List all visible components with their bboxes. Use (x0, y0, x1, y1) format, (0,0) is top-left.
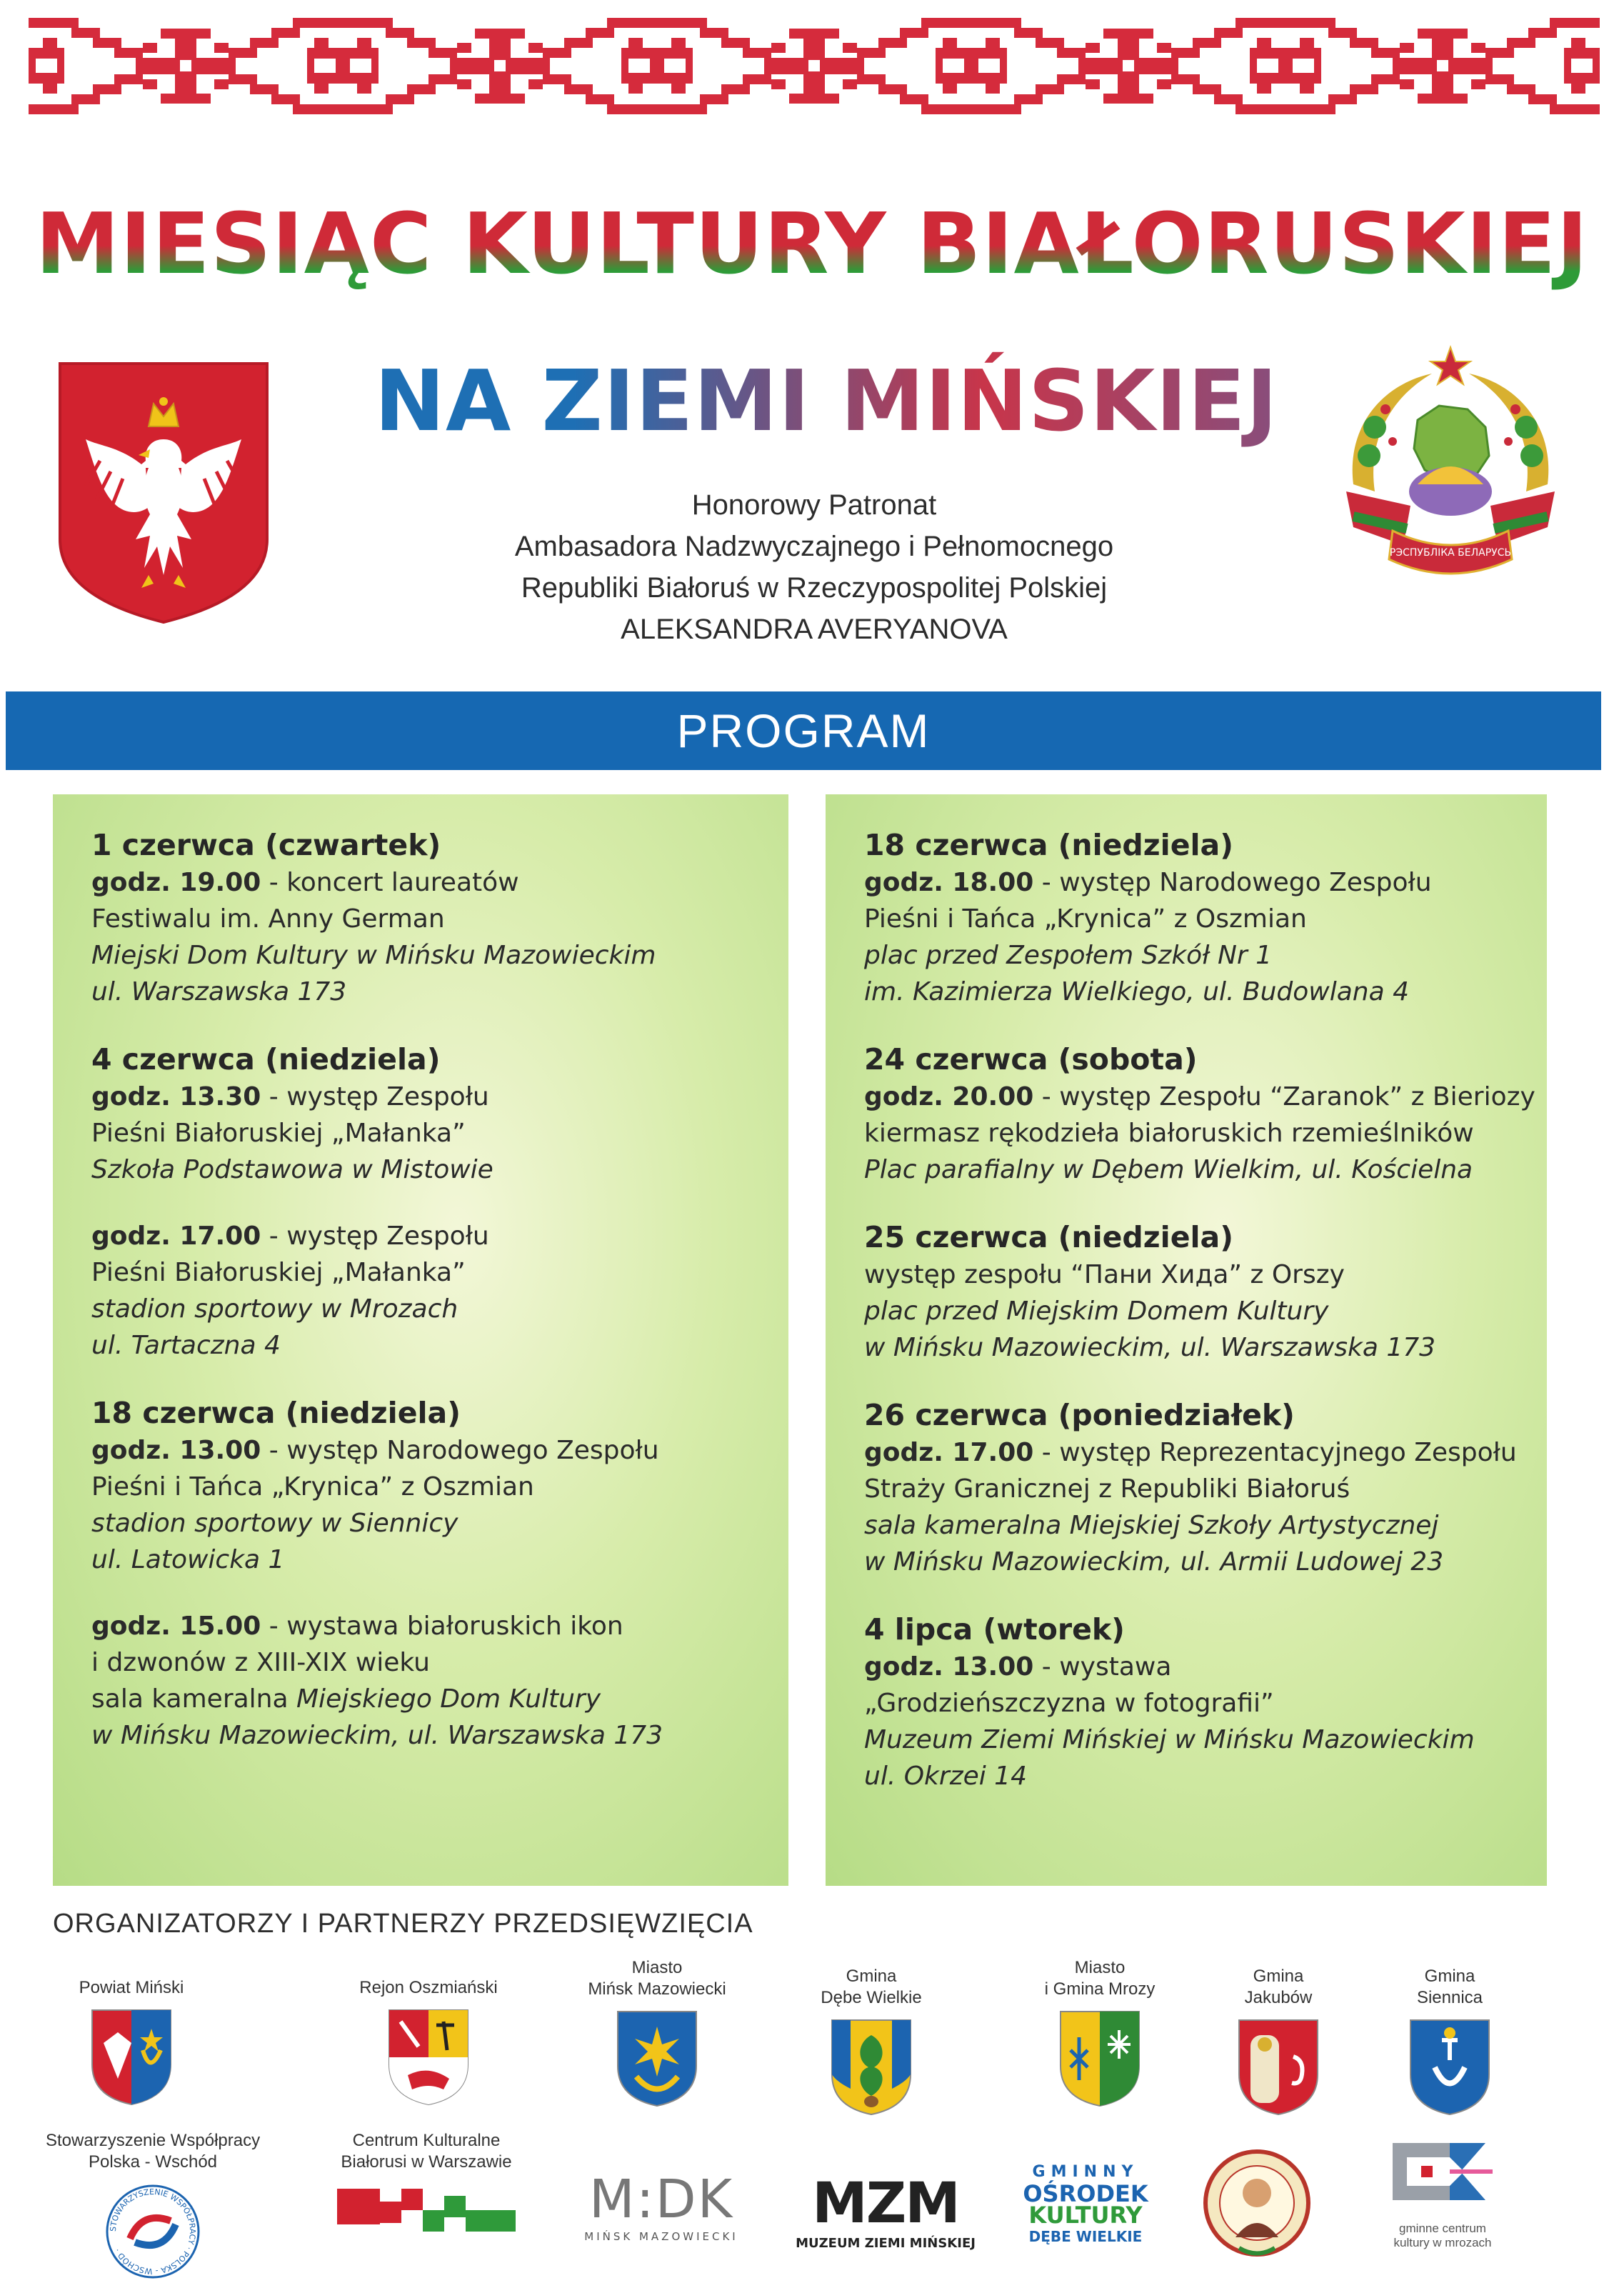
event-text: występ zespołu “Пани Хида” z Orszy (864, 1260, 1345, 1289)
gck-mrozy-logo (1371, 2136, 1514, 2250)
partner-label-line1: Gmina (1253, 1967, 1304, 1986)
event-text: Pieśni i Tańca „Krynica” z Oszmian (91, 1472, 534, 1502)
polish-eagle-emblem (57, 361, 270, 625)
event-venue-line: Szkoła Podstawowa w Mistowie (91, 1155, 493, 1184)
jakubow-coat-of-arms-icon (1236, 2017, 1320, 2117)
partner-label-line2: Polska - Wschód (88, 2152, 218, 2172)
partner-label-line2: Siennica (1416, 1988, 1483, 2007)
event-description-line (91, 864, 774, 901)
partner-label-line1: Centrum Kulturalne (352, 2131, 501, 2150)
belarus-emblem-ribbon-text: РЭСПУБЛІКА БЕЛАРУСЬ (1389, 547, 1512, 559)
belarus-state-emblem (1325, 341, 1576, 593)
event-list-right (864, 826, 1533, 1824)
event-text: „Grodzieńszczyzna w fotografii” (864, 1689, 1274, 1718)
event-description-line (91, 1115, 774, 1152)
gok-debe-wielkie-logo (1014, 2162, 1157, 2247)
event-venue-line: Plac parafialny w Dębem Wielkim, ul. Kościelna (864, 1155, 1473, 1184)
event-description-line (864, 1471, 1533, 1507)
partner-label-line1: Miasto (631, 1958, 683, 1977)
event-description-line (91, 1432, 774, 1469)
event-venue-line: ul. Tartaczna 4 (91, 1331, 281, 1360)
event-venue-line: stadion sportowy w Mrozach (91, 1294, 458, 1324)
event-time: godz. 20.00 (864, 1082, 1034, 1111)
event-description-line (91, 1681, 774, 1717)
event-text: Pieśni Białoruskiej „Małanka” (91, 1119, 466, 1148)
event-description-line (91, 1254, 774, 1291)
event-description-line (864, 901, 1533, 937)
event-time: godz. 18.00 (864, 868, 1034, 897)
program-event (91, 1394, 774, 1578)
title-line-1: MIESIĄC KULTURY BIAŁORUSKIEJ (0, 194, 1624, 293)
event-description-line (91, 1644, 774, 1681)
partner-jakubow (1207, 1966, 1350, 2117)
event-date: 25 czerwca (niedziela) (864, 1220, 1233, 1254)
event-description-line (91, 1608, 774, 1644)
partner-label-line2: Jakubów (1244, 1988, 1313, 2007)
event-description-line (864, 864, 1533, 901)
mdk-logo-subtitle: MIŃSK MAZOWIECKI (584, 2230, 738, 2243)
partner-label-line2: Dębe Wielkie (821, 1988, 922, 2007)
event-text: - koncert laureatów (269, 868, 519, 897)
event-date: 1 czerwca (czwartek) (91, 828, 441, 862)
program-event (91, 826, 774, 1010)
event-description-line (864, 1079, 1533, 1115)
program-banner: PROGRAM (6, 691, 1601, 770)
program-event (864, 826, 1533, 1010)
partner-centrum-kulturalne (323, 2130, 530, 2239)
event-description-line (91, 1218, 774, 1254)
event-text: - występ Narodowego Zespołu (269, 1436, 659, 1465)
event-time: godz. 13.00 (864, 1652, 1034, 1682)
event-text: - wystawa białoruskich ikon (269, 1612, 623, 1641)
program-event (864, 1040, 1533, 1188)
gok-line: DĘBE WIELKIE (1028, 2228, 1143, 2245)
event-text: - występ Narodowego Zespołu (1041, 868, 1432, 897)
program-event (864, 1610, 1533, 1794)
event-text: i dzwonów z XIII-XIX wieku (91, 1648, 430, 1677)
muzeum-logo-text: MZM (812, 2172, 959, 2236)
stowarzyszenie-logo-icon (103, 2182, 203, 2282)
event-description-line (864, 1115, 1533, 1152)
event-description-line (864, 1257, 1533, 1293)
event-time: godz. 13.00 (91, 1436, 261, 1465)
event-time: godz. 19.00 (91, 868, 261, 897)
partner-mrozy (1014, 1957, 1186, 2109)
muzeum-logo-subtitle: MUZEUM ZIEMI MIŃSKIEJ (796, 2236, 976, 2251)
title-line-2: NA ZIEMI MIŃSKIEJ (0, 351, 1624, 450)
event-venue-inline: Miejskiego Dom Kultury (296, 1684, 601, 1714)
event-description-line (91, 901, 774, 937)
event-venue-line: sala kameralna Miejskiej Szkoły Artystycznej (864, 1511, 1439, 1540)
partner-debe-wielkie (793, 1966, 950, 2117)
program-event (91, 1608, 774, 1754)
partner-label-line1: Miasto (1074, 1958, 1126, 1977)
program-panel-left (53, 794, 788, 1886)
partner-label-line1: Stowarzyszenie Współpracy (46, 2131, 261, 2150)
event-text: Pieśni Białoruskiej „Małanka” (91, 1258, 466, 1287)
partner-rejon-oszmianski (343, 1977, 514, 2107)
event-date: 26 czerwca (poniedziałek) (864, 1398, 1295, 1432)
event-time: godz. 17.00 (864, 1438, 1034, 1467)
event-venue-line: w Mińsku Mazowieckim, ul. Armii Ludowej 23 (864, 1547, 1444, 1577)
event-date: 4 czerwca (niedziela) (91, 1042, 441, 1076)
program-event (864, 1218, 1533, 1366)
event-venue-line: plac przed Zespołem Szkół Nr 1 (864, 941, 1273, 970)
event-text: Festiwalu im. Anny German (91, 904, 445, 934)
partner-label-line2: i Gmina Mrozy (1044, 1979, 1156, 1999)
patronat-name: ALEKSANDRA AVERYANOVA (621, 614, 1008, 645)
event-venue-line: stadion sportowy w Siennicy (91, 1509, 458, 1538)
debe-wielkie-coat-of-arms-icon (829, 2017, 913, 2117)
event-date: 18 czerwca (niedziela) (864, 828, 1233, 862)
gok-line: OŚRODEK (1023, 2180, 1148, 2207)
event-date: 24 czerwca (sobota) (864, 1042, 1198, 1076)
event-venue-line: w Mińsku Mazowieckim, ul. Warszawska 173 (91, 1721, 663, 1750)
event-description-line (91, 1469, 774, 1505)
gck-logo-icon (1378, 2136, 1507, 2222)
event-venue-line: Miejski Dom Kultury w Mińsku Mazowieckim (91, 941, 656, 970)
program-event (864, 1396, 1533, 1580)
patronat-line: Honorowy Patronat (691, 489, 937, 521)
gck-logo-text: gminne centrum kultury w mrozach (1393, 2222, 1492, 2249)
oszmiany-coat-of-arms-icon (386, 2007, 471, 2107)
organizers-heading: ORGANIZATORZY I PARTNERZY PRZEDSIĘWZIĘCIA (53, 1909, 753, 1939)
event-list-left (91, 826, 774, 1784)
stowarzyszenie-ring-text: STOWARZYSZENIE WSPÓŁPRACY · POLSKA - WSCHÓD · (108, 2187, 198, 2277)
event-date: 4 lipca (wtorek) (864, 1612, 1125, 1647)
partner-label: Rejon Oszmiański (359, 1978, 498, 1997)
event-text: - występ Zespołu “Zaranok” z Bieriozy (1041, 1082, 1535, 1111)
gok-line: KULTURY (1028, 2202, 1143, 2229)
event-description-line (864, 1649, 1533, 1685)
partner-label-line1: Gmina (846, 1967, 897, 1986)
event-text: Pieśni i Tańca „Krynica” z Oszmian (864, 904, 1307, 934)
event-venue-line: im. Kazimierza Wielkiego, ul. Budowlana 4 (864, 977, 1409, 1006)
minsk-mazowiecki-coat-of-arms-icon (615, 2009, 699, 2109)
partner-label-line2: Mińsk Mazowiecki (588, 1979, 726, 1999)
event-venue-line: ul. Latowicka 1 (91, 1545, 285, 1574)
program-event (91, 1218, 774, 1364)
mdk-logo-text: M:DK (588, 2169, 734, 2230)
patronat-line: Republiki Białoruś w Rzeczypospolitej Polskiej (521, 572, 1108, 604)
event-venue-line: w Mińsku Mazowieckim, ul. Warszawska 173 (864, 1333, 1436, 1362)
partner-label-line2: Białorusi w Warszawie (341, 2152, 512, 2172)
event-venue-line: ul. Warszawska 173 (91, 977, 347, 1006)
event-description-line (864, 1434, 1533, 1471)
event-text: sala kameralna (91, 1684, 296, 1714)
partner-label-line1: Gmina (1424, 1967, 1475, 1986)
school-seal-logo-icon (1200, 2144, 1314, 2273)
mrozy-coat-of-arms-icon (1058, 2009, 1142, 2109)
partner-minsk-mazowiecki (571, 1957, 743, 2109)
event-time: godz. 17.00 (91, 1222, 261, 1251)
event-venue-line: ul. Okrzei 14 (864, 1762, 1027, 1791)
event-description-line (864, 1685, 1533, 1722)
event-text: - występ Zespołu (269, 1222, 489, 1251)
mdk-logo (576, 2169, 747, 2243)
event-venue-line: Muzeum Ziemi Mińskiej w Mińsku Mazowieckim (864, 1725, 1475, 1754)
event-time: godz. 13.30 (91, 1082, 261, 1111)
event-text: Straży Granicznej z Republiki Białoruś (864, 1474, 1350, 1504)
event-description-line (91, 1079, 774, 1115)
event-time: godz. 15.00 (91, 1612, 261, 1641)
event-text: - występ Reprezentacyjnego Zespołu (1041, 1438, 1517, 1467)
event-text: kiermasz rękodzieła białoruskich rzemieślników (864, 1119, 1474, 1148)
event-date: 18 czerwca (niedziela) (91, 1396, 461, 1430)
partner-siennica (1378, 1966, 1521, 2117)
muzeum-ziemi-minskiej-logo (793, 2172, 978, 2251)
event-venue-line: plac przed Miejskim Domem Kultury (864, 1297, 1329, 1326)
program-event (91, 1040, 774, 1188)
powiat-coat-of-arms-icon (89, 2007, 174, 2107)
siennica-coat-of-arms-icon (1408, 2017, 1492, 2117)
centrum-kulturalne-logo-icon (330, 2182, 523, 2239)
event-text: - wystawa (1041, 1652, 1172, 1682)
gok-line: GMINNY (1032, 2163, 1139, 2181)
folk-ornament-border (29, 7, 1600, 125)
partner-stowarzyszenie (46, 2130, 260, 2282)
honorary-patronage (371, 484, 1257, 650)
program-panel-right (826, 794, 1547, 1886)
event-text: - występ Zespołu (269, 1082, 489, 1111)
patronat-line: Ambasadora Nadzwyczajnego i Pełnomocnego (514, 531, 1114, 562)
partner-powiat-minski (53, 1977, 210, 2107)
partner-label: Powiat Miński (79, 1978, 184, 1997)
